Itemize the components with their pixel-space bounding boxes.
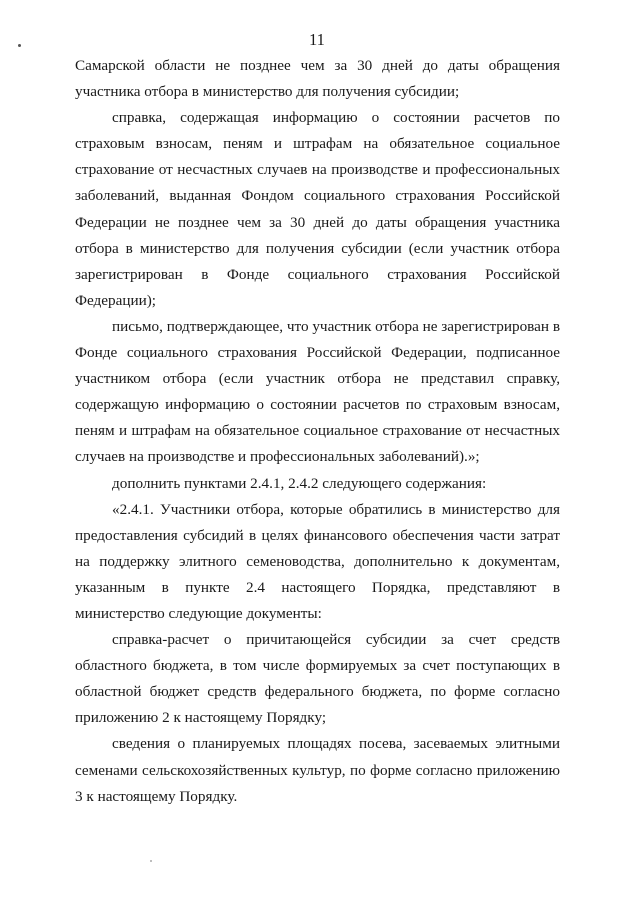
paragraph: справка, содержащая информацию о состоянии расчетов по страховым взносам, пеням и штрафам на обязательное социальное страхование от несчастных случаев на производстве и профессиональных заболеваний, выданная Фондом социального страхования Российской Федерации не позднее чем за 30 дней до даты обращения участника отбора в министерство для получения субсидии (если участник отбора зарегистрирован в Фонде социального страхования Российской Федерации); (75, 109, 560, 309)
scan-speck (150, 860, 152, 862)
page-number: 11 (309, 30, 325, 49)
paragraph: «2.4.1. Участники отбора, которые обратились в министерство для предоставления субсидий в целях финансового обеспечения части затрат на поддержку элитного семеноводства, дополнительно к документам, указанным в пункте 2.4 настоящего Порядка, представляют в министерство следующие документы: (75, 500, 560, 622)
scan-speck (18, 44, 21, 47)
paragraph: справка-расчет о причитающейся субсидии за счет средств областного бюджета, в том числе формируемых за счет поступающих в областной бюджет средств федерального бюджета, по форме согласно приложению 2 к настоящему Порядку; (75, 631, 560, 727)
paragraph: дополнить пунктами 2.4.1, 2.4.2 следующего содержания: (112, 474, 487, 492)
paragraph: Самарской области не позднее чем за 30 дней до даты обращения участника отбора в министерство для получения субсидии; (75, 57, 560, 101)
paragraph: письмо, подтверждающее, что участник отбора не зарегистрирован в Фонде социального страхования Российской Федерации, подписанное участником отбора (если участник отбора не представил справку, содержащую информацию о состоянии расчетов по страховым взносам, пеням и штрафам на обязательное социальное страхование от несчастных случаев на производстве и профессиональных заболеваний).»; (75, 317, 560, 466)
body-text (75, 53, 560, 810)
paragraph: сведения о планируемых площадях посева, засеваемых элитными семенами сельскохозяйственных культур, по форме согласно приложению 3 к настоящему Порядку. (75, 735, 560, 805)
